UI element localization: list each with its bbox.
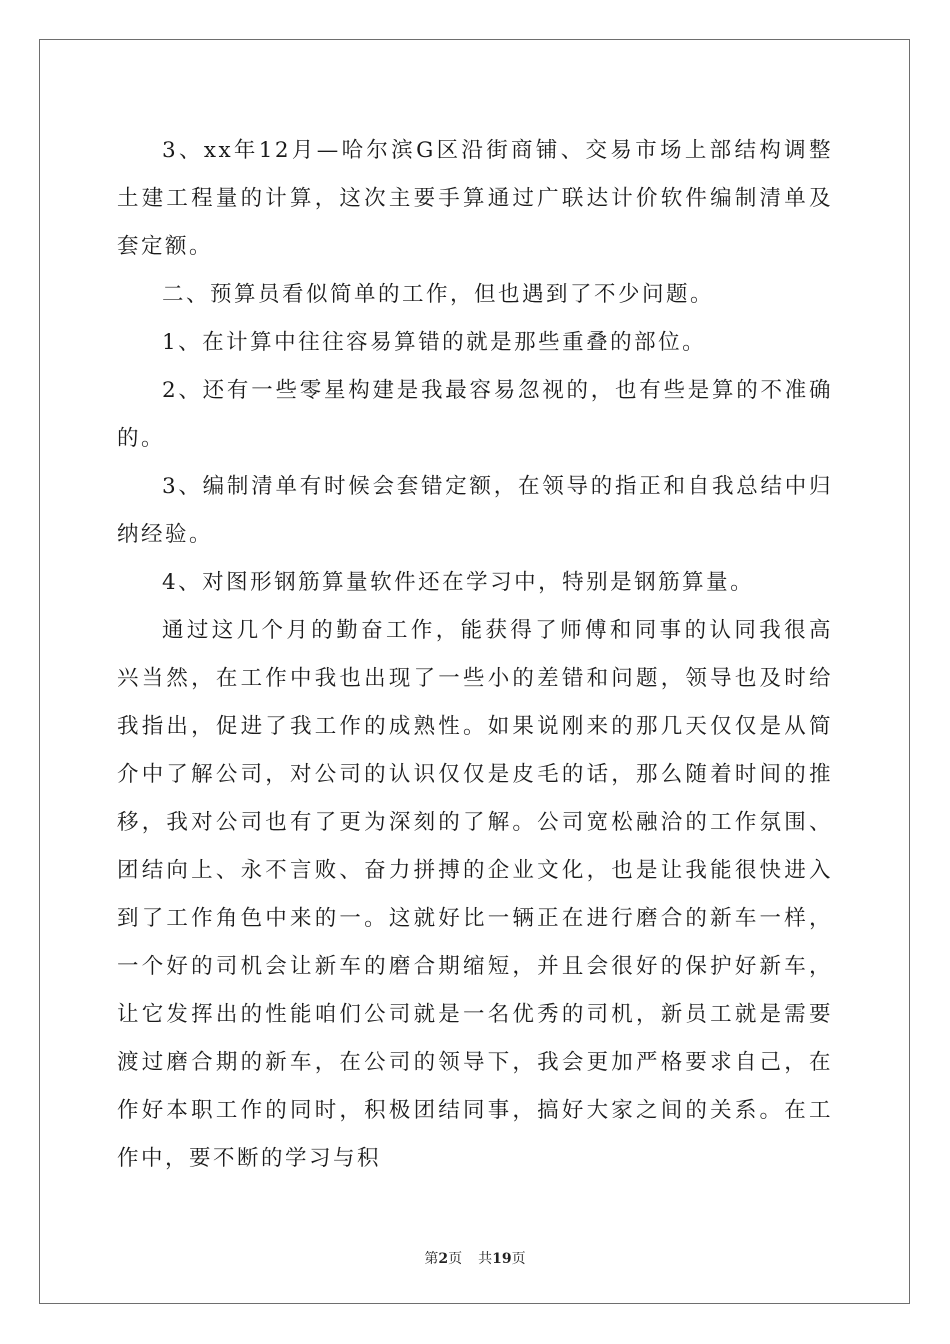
paragraph-problem-1: 1、在计算中往往容易算错的就是那些重叠的部位。 [162,330,707,355]
footer-page-number: 2 [438,1251,449,1267]
footer-page-prefix: 第 [424,1251,439,1267]
paragraph-problem-4: 4、对图形钢筋算量软件还在学习中，特别是钢筋算量。 [162,570,755,595]
document-body [117,127,833,1183]
footer-total-suffix: 页 [511,1251,526,1267]
footer-total-pages: 19 [492,1251,512,1267]
footer-page-suffix: 页 [448,1251,463,1267]
paragraph-summary: 通过这几个月的勤奋工作，能获得了师傅和同事的认同我很高兴当然，在工作中我也出现了一些小的差错和问题，领导也及时给我指出，促进了我工作的成熟性。如果说刚来的那几天仅仅是从简介中了解公司，对公司的认识仅仅是皮毛的话，那么随着时间的推移，我对公司也有了更为深刻的了解。公司宽松融洽的工作氛围、团结向上、永不言败、奋力拼搏的企业文化，也是让我能很快进入到了工作角色中来的一。这就好比一辆正在进行磨合的新车一样，一个好的司机会让新车的磨合期缩短，并且会很好的保护好新车，让它发挥出的性能咱们公司就是一名优秀的司机，新员工就是需要渡过磨合期的新车，在公司的领导下，我会更加严格要求自己，在作好本职工作的同时，积极团结同事，搞好大家之间的关系。在工作中，要不断的学习与积 [117,618,833,1171]
paragraph-item-3-project: 3、xx年12月—哈尔滨G区沿街商铺、交易市场上部结构调整土建工程量的计算，这次主要手算通过广联达计价软件编制清单及套定额。 [117,138,833,259]
paragraph-problem-3: 3、编制清单有时候会套错定额，在领导的指正和自我总结中归纳经验。 [117,474,833,547]
section-heading-problems: 二、预算员看似简单的工作，但也遇到了不少问题。 [162,282,715,307]
paragraph-problem-2: 2、还有一些零星构建是我最容易忽视的，也有些是算的不准确的。 [117,378,833,451]
footer-total-prefix: 共 [478,1251,493,1267]
page-footer [0,1248,950,1268]
